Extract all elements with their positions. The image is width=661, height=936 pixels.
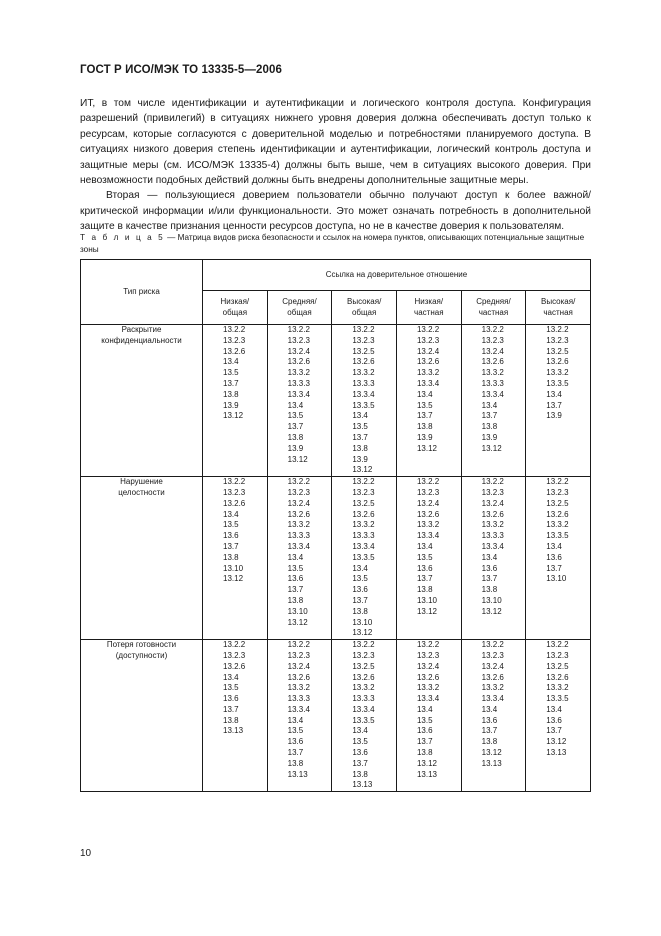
clause-reference: 13.2.6 xyxy=(546,509,569,519)
risk-type-line: целостности xyxy=(118,487,165,497)
clause-reference: 13.3.4 xyxy=(287,704,310,714)
clause-reference: 13.2.3 xyxy=(352,335,375,345)
clause-reference: 13.8 xyxy=(223,715,239,725)
clause-reference: 13.3.5 xyxy=(546,531,569,541)
trust-relationship-header: Ссылка на доверительное отношение xyxy=(203,260,591,291)
clause-reference: 13.9 xyxy=(546,411,562,421)
clause-reference: 13.2.3 xyxy=(223,335,246,345)
clause-reference: 13.12 xyxy=(416,443,437,453)
column-header: Высокая/ частная xyxy=(526,291,591,325)
clause-reference-cell xyxy=(526,325,591,477)
clause-reference: 13.2.6 xyxy=(416,672,440,682)
clause-reference: 13.4 xyxy=(287,715,304,725)
clause-reference: 13.3.4 xyxy=(416,694,440,704)
clause-reference: 13.8 xyxy=(352,443,368,453)
clause-reference: 13.3.5 xyxy=(352,400,375,410)
clause-reference: 13.5 xyxy=(352,737,368,747)
clause-reference: 13.2.2 xyxy=(481,477,504,487)
clause-reference-cell xyxy=(461,640,526,792)
clause-reference: 13.3.2 xyxy=(287,520,310,530)
clause-reference: 13.2.6 xyxy=(481,672,504,682)
clause-reference: 13.7 xyxy=(352,432,368,442)
clause-reference: 13.9 xyxy=(287,443,304,453)
clause-reference: 13.7 xyxy=(287,748,304,758)
clause-reference: 13.3.2 xyxy=(287,683,310,693)
table-row xyxy=(81,325,591,477)
clause-reference: 13.2.3 xyxy=(352,487,375,497)
clause-reference: 13.4 xyxy=(287,400,304,410)
clause-reference: 13.13 xyxy=(223,726,244,736)
column-header: Средняя/ общая xyxy=(267,291,332,325)
clause-reference: 13.6 xyxy=(352,748,368,758)
clause-reference: 13.3.2 xyxy=(546,683,569,693)
clause-reference: 13.2.3 xyxy=(223,487,246,497)
clause-reference: 13.9 xyxy=(481,432,498,442)
clause-reference: 13.3.4 xyxy=(416,378,440,388)
clause-reference: 13.2.2 xyxy=(546,325,569,334)
clause-reference: 13.2.3 xyxy=(481,650,504,660)
clause-reference: 13.2.4 xyxy=(416,661,440,671)
clause-reference: 13.3.2 xyxy=(481,520,504,530)
clause-reference: 13.12 xyxy=(352,628,373,638)
clause-reference: 13.5 xyxy=(223,368,239,378)
clause-reference: 13.2.6 xyxy=(546,672,569,682)
clause-reference: 13.4 xyxy=(416,704,433,714)
clause-reference: 13.7 xyxy=(546,726,562,736)
clause-reference: 13.8 xyxy=(223,389,239,399)
clause-reference-cell xyxy=(461,325,526,477)
clause-reference-cell xyxy=(267,640,332,792)
clause-reference: 13.2.3 xyxy=(416,335,440,345)
table-header-row xyxy=(81,260,591,291)
clause-reference: 13.4 xyxy=(416,541,433,551)
clause-reference: 13.13 xyxy=(352,780,373,790)
clause-reference: 13.4 xyxy=(546,541,562,551)
clause-reference: 13.3.3 xyxy=(287,531,310,541)
clause-reference-cell xyxy=(332,640,397,792)
clause-reference: 13.6 xyxy=(481,715,498,725)
clause-reference: 13.4 xyxy=(223,509,239,519)
clause-reference-cell xyxy=(332,477,397,640)
clause-reference: 13.2.5 xyxy=(352,661,375,671)
clause-reference: 13.9 xyxy=(416,432,433,442)
clause-reference: 13.3.2 xyxy=(352,520,375,530)
clause-reference: 13.3.4 xyxy=(352,389,375,399)
clause-reference: 13.2.2 xyxy=(481,640,504,650)
clause-reference: 13.3.3 xyxy=(481,378,504,388)
clause-reference: 13.3.5 xyxy=(352,715,375,725)
clause-reference: 13.3.4 xyxy=(352,704,375,714)
clause-reference-cell xyxy=(396,640,461,792)
clause-reference: 13.7 xyxy=(416,574,433,584)
clause-reference: 13.6 xyxy=(416,726,433,736)
clause-reference: 13.7 xyxy=(416,411,433,421)
clause-reference-cell xyxy=(332,325,397,477)
clause-reference: 13.3.5 xyxy=(546,378,569,388)
clause-reference: 13.6 xyxy=(352,585,368,595)
clause-reference: 13.8 xyxy=(287,595,304,605)
clause-reference: 13.7 xyxy=(481,411,498,421)
clause-reference: 13.12 xyxy=(546,737,567,747)
clause-reference: 13.6 xyxy=(287,737,304,747)
clause-reference: 13.2.5 xyxy=(352,498,375,508)
clause-reference: 13.3.3 xyxy=(287,694,310,704)
clause-reference-cell xyxy=(526,640,591,792)
clause-reference: 13.2.4 xyxy=(481,661,504,671)
clause-reference: 13.7 xyxy=(287,422,304,432)
clause-reference: 13.2.3 xyxy=(223,650,246,660)
clause-reference: 13.2.6 xyxy=(546,357,569,367)
clause-reference: 13.3.4 xyxy=(416,531,440,541)
clause-reference: 13.12 xyxy=(223,411,244,421)
clause-reference: 13.8 xyxy=(352,606,368,616)
clause-reference: 13.13 xyxy=(287,769,308,779)
clause-reference: 13.7 xyxy=(352,758,368,768)
clause-reference: 13.5 xyxy=(287,726,304,736)
clause-reference: 13.8 xyxy=(352,769,368,779)
clause-reference: 13.2.3 xyxy=(546,487,569,497)
clause-reference: 13.2.3 xyxy=(416,487,440,497)
clause-reference: 13.2.2 xyxy=(287,640,310,650)
clause-reference: 13.12 xyxy=(287,454,308,464)
clause-reference: 13.6 xyxy=(416,563,433,573)
document-header: ГОСТ Р ИСО/МЭК ТО 13335-5—2006 xyxy=(80,64,282,76)
clause-reference: 13.2.2 xyxy=(287,477,310,487)
clause-reference: 13.2.3 xyxy=(287,335,310,345)
clause-reference: 13.3.2 xyxy=(416,368,440,378)
clause-reference: 13.2.6 xyxy=(481,357,504,367)
clause-reference: 13.12 xyxy=(223,574,244,584)
clause-reference: 13.8 xyxy=(223,552,239,562)
clause-reference: 13.4 xyxy=(352,411,368,421)
clause-reference: 13.2.3 xyxy=(287,650,310,660)
table-row xyxy=(81,477,591,640)
clause-reference: 13.2.2 xyxy=(546,477,569,487)
table-caption xyxy=(80,232,591,255)
clause-reference: 13.2.4 xyxy=(287,498,310,508)
clause-reference: 13.8 xyxy=(287,758,304,768)
clause-reference: 13.2.5 xyxy=(546,661,569,671)
clause-reference: 13.3.3 xyxy=(352,531,375,541)
clause-reference: 13.8 xyxy=(481,585,498,595)
clause-reference: 13.7 xyxy=(481,726,498,736)
clause-reference: 13.7 xyxy=(223,541,239,551)
clause-reference: 13.3.4 xyxy=(287,389,310,399)
paragraph-2: Вторая — пользующиеся доверием пользователи обычно получают доступ к более важной/критической информации и/или функциональности. Это может означать потребность в дополнительной защите в качестве признания ценности ресурсов доступа, но не в качестве доверия к пользователям. xyxy=(80,190,591,233)
clause-reference: 13.3.2 xyxy=(546,520,569,530)
clause-reference: 13.6 xyxy=(546,552,562,562)
clause-reference: 13.2.6 xyxy=(287,672,310,682)
clause-reference: 13.3.2 xyxy=(352,683,375,693)
clause-reference: 13.2.2 xyxy=(352,640,375,650)
clause-reference-cell xyxy=(203,325,268,477)
clause-reference: 13.2.6 xyxy=(287,357,310,367)
clause-reference: 13.2.6 xyxy=(287,509,310,519)
clause-reference: 13.2.2 xyxy=(223,640,246,650)
clause-reference: 13.8 xyxy=(416,422,433,432)
clause-reference: 13.8 xyxy=(287,432,304,442)
clause-reference: 13.3.2 xyxy=(481,368,504,378)
clause-reference: 13.10 xyxy=(546,574,567,584)
clause-reference: 13.3.2 xyxy=(416,683,440,693)
clause-reference: 13.12 xyxy=(416,606,437,616)
clause-reference: 13.2.6 xyxy=(352,357,375,367)
clause-reference: 13.12 xyxy=(481,748,502,758)
clause-reference: 13.7 xyxy=(481,574,498,584)
risk-type-cell xyxy=(81,640,203,792)
clause-reference: 13.2.2 xyxy=(416,477,440,487)
clause-reference: 13.5 xyxy=(223,520,239,530)
risk-type-line: (доступности) xyxy=(115,650,168,660)
column-header: Низкая/ общая xyxy=(203,291,268,325)
risk-matrix-table xyxy=(80,259,591,792)
clause-reference: 13.5 xyxy=(287,563,304,573)
clause-reference: 13.2.6 xyxy=(352,672,375,682)
clause-reference-cell xyxy=(396,325,461,477)
clause-reference-cell xyxy=(396,477,461,640)
column-header: Высокая/ общая xyxy=(332,291,397,325)
clause-reference: 13.10 xyxy=(223,563,244,573)
clause-reference: 13.2.6 xyxy=(223,346,246,356)
clause-reference-cell xyxy=(203,477,268,640)
clause-reference: 13.8 xyxy=(481,737,498,747)
clause-reference: 13.13 xyxy=(481,758,502,768)
risk-type-cell xyxy=(81,325,203,477)
clause-reference: 13.4 xyxy=(481,552,498,562)
clause-reference: 13.3.4 xyxy=(481,389,504,399)
clause-reference: 13.2.3 xyxy=(546,650,569,660)
column-header: Низкая/ частная xyxy=(396,291,461,325)
clause-reference: 13.4 xyxy=(223,357,239,367)
clause-reference: 13.7 xyxy=(546,400,562,410)
clause-reference: 13.2.4 xyxy=(481,498,504,508)
clause-reference: 13.2.2 xyxy=(546,640,569,650)
table-row xyxy=(81,640,591,792)
clause-reference: 13.2.5 xyxy=(546,498,569,508)
clause-reference: 13.2.3 xyxy=(481,487,504,497)
clause-reference: 13.13 xyxy=(546,748,567,758)
clause-reference: 13.2.4 xyxy=(416,346,440,356)
clause-reference: 13.3.3 xyxy=(352,378,375,388)
clause-reference: 13.2.4 xyxy=(287,346,310,356)
clause-reference: 13.3.3 xyxy=(481,531,504,541)
clause-reference: 13.4 xyxy=(481,704,498,714)
body-text xyxy=(80,96,591,235)
clause-reference: 13.6 xyxy=(481,563,498,573)
table-caption-text: — Матрица видов риска безопасности и ссылок на номера пунктов, описывающих потенциальные защитные зоны xyxy=(80,233,585,254)
clause-reference: 13.8 xyxy=(416,585,433,595)
clause-reference: 13.3.4 xyxy=(287,541,310,551)
clause-reference: 13.3.2 xyxy=(546,368,569,378)
risk-type-cell xyxy=(81,477,203,640)
clause-reference: 13.10 xyxy=(352,617,373,627)
clause-reference: 13.5 xyxy=(352,574,368,584)
clause-reference: 13.7 xyxy=(352,595,368,605)
clause-reference: 13.3.2 xyxy=(352,368,375,378)
clause-reference: 13.3.2 xyxy=(416,520,440,530)
clause-reference: 13.6 xyxy=(223,694,239,704)
clause-reference: 13.5 xyxy=(416,552,433,562)
clause-reference: 13.10 xyxy=(287,606,308,616)
clause-reference: 13.3.4 xyxy=(352,541,375,551)
clause-reference: 13.2.6 xyxy=(352,509,375,519)
clause-reference-cell xyxy=(203,640,268,792)
clause-reference: 13.13 xyxy=(416,769,437,779)
clause-reference: 13.2.2 xyxy=(352,477,375,487)
clause-reference: 13.4 xyxy=(287,552,304,562)
risk-type-line: Потеря готовности xyxy=(106,640,177,650)
clause-reference: 13.12 xyxy=(481,443,502,453)
paragraph-1: ИТ, в том числе идентификации и аутентификации и логического контроля доступа. Конфигурация разрешений (привилегий) в ситуациях нижнего уровня доверия должна обеспечивать доступ только к ресурсам, которые согласуются с доверительной моделью и потребностями планируемого доступа. В ситуациях низкого доверия степень идентификации и аутентификации, логический контроль доступа и защитные меры (см. ИСО/МЭК 13335-4) должны быть выше, чем в ситуациях высокого доверия. При невозможности подобных действий должны быть внедрены дополнительные защитные меры. xyxy=(80,98,591,187)
clause-reference: 13.7 xyxy=(223,378,239,388)
clause-reference: 13.12 xyxy=(481,606,502,616)
clause-reference: 13.4 xyxy=(546,704,562,714)
clause-reference: 13.2.3 xyxy=(416,650,440,660)
clause-reference: 13.4 xyxy=(352,563,368,573)
clause-reference-cell xyxy=(267,325,332,477)
clause-reference: 13.2.6 xyxy=(416,509,440,519)
clause-reference: 13.3.5 xyxy=(352,552,375,562)
column-header: Средняя/ частная xyxy=(461,291,526,325)
clause-reference: 13.4 xyxy=(352,726,368,736)
clause-reference: 13.2.5 xyxy=(546,346,569,356)
clause-reference-cell xyxy=(461,477,526,640)
clause-reference: 13.2.2 xyxy=(416,640,440,650)
clause-reference: 13.10 xyxy=(416,595,437,605)
clause-reference: 13.2.2 xyxy=(223,325,246,334)
clause-reference: 13.4 xyxy=(223,672,239,682)
clause-reference: 13.2.2 xyxy=(352,325,375,334)
clause-reference: 13.2.6 xyxy=(223,498,246,508)
clause-reference: 13.2.6 xyxy=(481,509,504,519)
clause-reference: 13.2.3 xyxy=(352,650,375,660)
clause-reference: 13.7 xyxy=(546,563,562,573)
clause-reference: 13.5 xyxy=(416,400,433,410)
clause-reference: 13.5 xyxy=(287,411,304,421)
risk-type-line: Нарушение xyxy=(120,477,163,487)
clause-reference: 13.3.2 xyxy=(287,368,310,378)
risk-type-header: Тип риска xyxy=(81,260,203,325)
clause-reference: 13.2.3 xyxy=(287,487,310,497)
clause-reference: 13.2.3 xyxy=(481,335,504,345)
clause-reference: 13.9 xyxy=(223,400,239,410)
clause-reference: 13.7 xyxy=(223,704,239,714)
clause-reference: 13.2.6 xyxy=(416,357,440,367)
clause-reference: 13.4 xyxy=(546,389,562,399)
clause-reference: 13.12 xyxy=(416,758,437,768)
clause-reference: 13.12 xyxy=(287,617,308,627)
clause-reference: 13.3.3 xyxy=(352,694,375,704)
clause-reference: 13.12 xyxy=(352,465,373,475)
clause-reference-cell xyxy=(526,477,591,640)
clause-reference: 13.4 xyxy=(481,400,498,410)
clause-reference: 13.3.2 xyxy=(481,683,504,693)
table-caption-label: Т а б л и ц а 5 xyxy=(80,233,165,242)
clause-reference: 13.2.2 xyxy=(481,325,504,334)
clause-reference: 13.6 xyxy=(223,531,239,541)
clause-reference: 13.5 xyxy=(352,422,368,432)
clause-reference: 13.2.4 xyxy=(416,498,440,508)
clause-reference: 13.2.5 xyxy=(352,346,375,356)
clause-reference: 13.8 xyxy=(481,422,498,432)
clause-reference: 13.2.4 xyxy=(481,346,504,356)
clause-reference: 13.2.6 xyxy=(223,661,246,671)
clause-reference: 13.5 xyxy=(223,683,239,693)
clause-reference: 13.4 xyxy=(416,389,433,399)
clause-reference: 13.2.2 xyxy=(287,325,310,334)
clause-reference-cell xyxy=(267,477,332,640)
clause-reference: 13.2.4 xyxy=(287,661,310,671)
clause-reference: 13.3.5 xyxy=(546,694,569,704)
clause-reference: 13.7 xyxy=(416,737,433,747)
clause-reference: 13.6 xyxy=(287,574,304,584)
clause-reference: 13.8 xyxy=(416,748,433,758)
risk-type-line: Раскрытие xyxy=(121,325,162,334)
table-body xyxy=(81,325,591,792)
clause-reference: 13.9 xyxy=(352,454,368,464)
clause-reference: 13.10 xyxy=(481,595,502,605)
clause-reference: 13.2.2 xyxy=(416,325,440,334)
risk-type-line: конфиденциальности xyxy=(101,335,182,345)
page-number: 10 xyxy=(80,848,92,859)
clause-reference: 13.7 xyxy=(287,585,304,595)
clause-reference: 13.2.2 xyxy=(223,477,246,487)
clause-reference: 13.3.3 xyxy=(287,378,310,388)
clause-reference: 13.3.4 xyxy=(481,694,504,704)
clause-reference: 13.3.4 xyxy=(481,541,504,551)
clause-reference: 13.2.3 xyxy=(546,335,569,345)
clause-reference: 13.6 xyxy=(546,715,562,725)
clause-reference: 13.5 xyxy=(416,715,433,725)
